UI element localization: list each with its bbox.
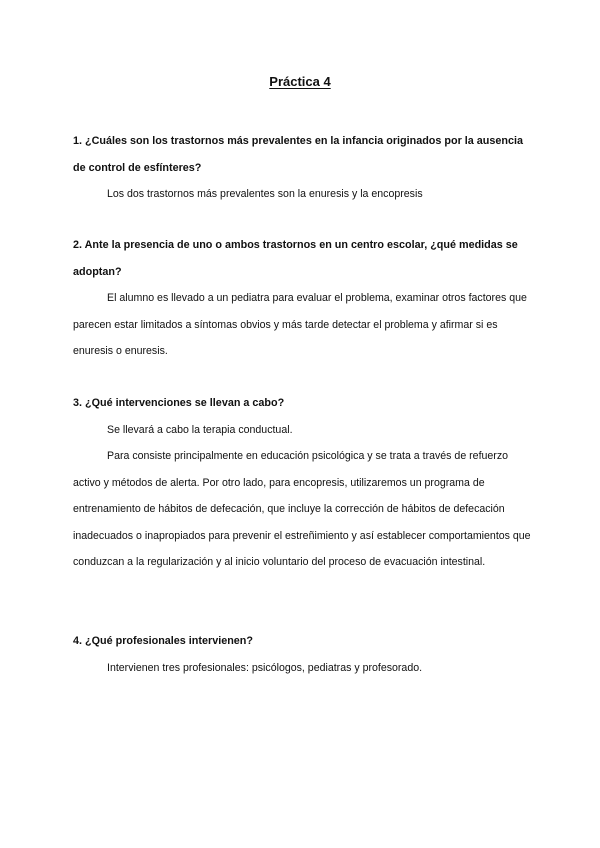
answer-1: Los dos trastornos más prevalentes son la enuresis y la encopresis (107, 188, 423, 200)
question-1: 1. ¿Cuáles son los trastornos más prevalentes en la infancia originados por la ausencia de control de esfínteres? (73, 135, 524, 174)
section-4 (73, 628, 533, 681)
question-2: 2. Ante la presencia de uno o ambos trastornos en un centro escolar, ¿qué medidas se adoptan? (73, 239, 518, 278)
page-title: Práctica 4 (269, 74, 331, 89)
section-1 (73, 128, 533, 208)
answer-2: El alumno es llevado a un pediatra para evaluar el problema, examinar otros factores que parecen estar limitados a síntomas obvios y más tarde detectar el problema y afirmar si es enuresis o enuresis. (73, 292, 527, 357)
answer-3a: Se llevará a cabo la terapia conductual. (107, 423, 293, 436)
section-3 (73, 390, 533, 576)
section-2 (73, 232, 533, 365)
answer-4: Intervienen tres profesionales: psicólogos, pediatras y profesorado. (107, 661, 423, 674)
answer-3b: Para consiste principalmente en educación psicológica y se trata a través de refuerzo activo y métodos de alerta. Por otro lado, para encopresis, utilizaremos un programa de entrenamiento de hábitos de defecación, que incluye la corrección de hábitos de defecación inadecuados o inapropiados para prevenir el estreñimiento y así establecer comportamientos que conduzcan a la regularización y al inicio voluntario del proceso de evacuación intestinal. (73, 450, 531, 568)
question-4: 4. ¿Qué profesionales intervienen? (73, 635, 253, 647)
question-3: 3. ¿Qué intervenciones se llevan a cabo? (73, 397, 285, 409)
